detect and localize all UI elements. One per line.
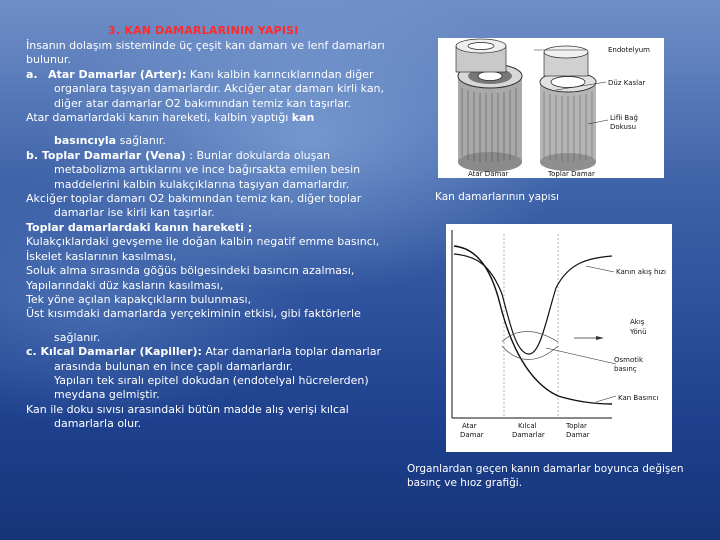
artery-flow-paragraph: Atar damarlardaki kanın hareketi, kalbin yaptığı kan bbox=[26, 111, 315, 125]
capillary-paragraph: c. Kılcal Damarlar (Kapiller): Atar damarlarla toplar damarlar arasında bulunan en ince çaplı damarlardır. bbox=[26, 345, 381, 373]
vein-heading: b. Toplar Damarlar (Vena) bbox=[26, 148, 186, 162]
x-label-toplar-2: Damar bbox=[566, 431, 590, 439]
label-flow-2: Yönü bbox=[630, 328, 647, 336]
x-label-atar-2: Damar bbox=[460, 431, 484, 439]
label-velocity: Kanın akış hızı bbox=[616, 268, 666, 276]
label-pressure: Kan Basıncı bbox=[618, 394, 659, 402]
label-duz-kaslar: Düz Kaslar bbox=[608, 79, 646, 87]
artery-paragraph: a. Atar Damarlar (Arter): Kanı kalbin karıncıklarından diğer organlara taşıyan damarlardır. Akciğer atar damarı kirli kan, diğer atar damarlar O2 bakımından temiz kan taşırlar. bbox=[26, 67, 385, 110]
vein-flow-item: Üst kısımdaki damarlarda yerçekiminin etkisi, gibi faktörlerle bbox=[26, 307, 361, 321]
label-atar-damar: Atar Damar bbox=[468, 170, 509, 178]
vein-flow-item: sağlanır. bbox=[54, 330, 101, 344]
label-osmotic-1: Osmotik bbox=[614, 356, 644, 364]
x-label-kilcal-1: Kılcal bbox=[518, 422, 537, 430]
x-label-atar-1: Atar bbox=[462, 422, 477, 430]
figure2-caption: Organlardan geçen kanın damarlar boyunca değişen basınç ve hıoz grafiği. bbox=[407, 463, 684, 489]
label-toplar-damar: Toplar Damar bbox=[548, 170, 595, 178]
capillary-paragraph-2: Yapıları tek sıralı epitel dokudan (endotelyal hücrelerden) meydana gelmiştir. bbox=[54, 373, 369, 402]
label-flow-1: Akış bbox=[630, 318, 645, 326]
label-endotelyum: Endotelyum bbox=[608, 46, 650, 54]
capillary-heading: c. Kılcal Damarlar (Kapiller): bbox=[26, 345, 202, 359]
capillary-paragraph-3: Kan ile doku sıvısı arasındaki bütün madde alış verişi kılcal damarlarla olur. bbox=[26, 402, 349, 431]
x-label-kilcal-2: Damarlar bbox=[512, 431, 545, 439]
vein-flow-item: İskelet kaslarının kasılması, bbox=[26, 249, 177, 263]
label-osmotic-2: basınç bbox=[614, 365, 637, 373]
vein-flow-item: Tek yöne açılan kapakçıkların bulunması, bbox=[26, 292, 252, 306]
label-dokusu: Dokusu bbox=[610, 123, 637, 131]
figure1-caption: Kan damarlarının yapısı bbox=[435, 191, 559, 203]
artery-flow-cont: basıncıyla sağlanır. bbox=[54, 134, 166, 148]
vein-drawing bbox=[540, 46, 596, 171]
vein-paragraph: b. Toplar Damarlar (Vena) : Bunlar dokularda oluşan metabolizma artıklarını ve ince bağırsakta emilen besin maddelerini kalbin kulakçıklarına taşıyan damarlardır. bbox=[26, 148, 361, 191]
vessel-structure-figure bbox=[438, 38, 664, 178]
intro-paragraph: İnsanın dolaşım sisteminde üç çeşit kan damarı ve lenf damarları bulunur. bbox=[26, 39, 385, 67]
pressure-velocity-graph bbox=[446, 224, 672, 452]
slide-title: 3. KAN DAMARLARININ YAPISI bbox=[108, 24, 299, 37]
vein-flow-item: Kulakçıklardaki gevşeme ile doğan kalbin negatif emme basıncı, bbox=[26, 235, 380, 249]
vein-flow-heading: Toplar damarlardaki kanın hareketi ; bbox=[26, 220, 253, 234]
vein-flow-item: Soluk alma sırasında göğüs bölgesindeki basıncın azalması, bbox=[26, 264, 355, 278]
body-text bbox=[26, 39, 396, 432]
vein-lung-paragraph: Akciğer toplar damarı O2 bakımından temiz kan, diğer toplar damarlar ise kirli kan taşırlar. bbox=[26, 192, 362, 220]
x-label-toplar-1: Toplar bbox=[566, 422, 587, 430]
label-lifli-bag: Lifli Bağ bbox=[610, 114, 638, 122]
vein-flow-item: Yapılarındaki düz kasların kasılması, bbox=[26, 278, 224, 292]
artery-heading: Atar Damarlar (Arter): bbox=[48, 67, 187, 81]
